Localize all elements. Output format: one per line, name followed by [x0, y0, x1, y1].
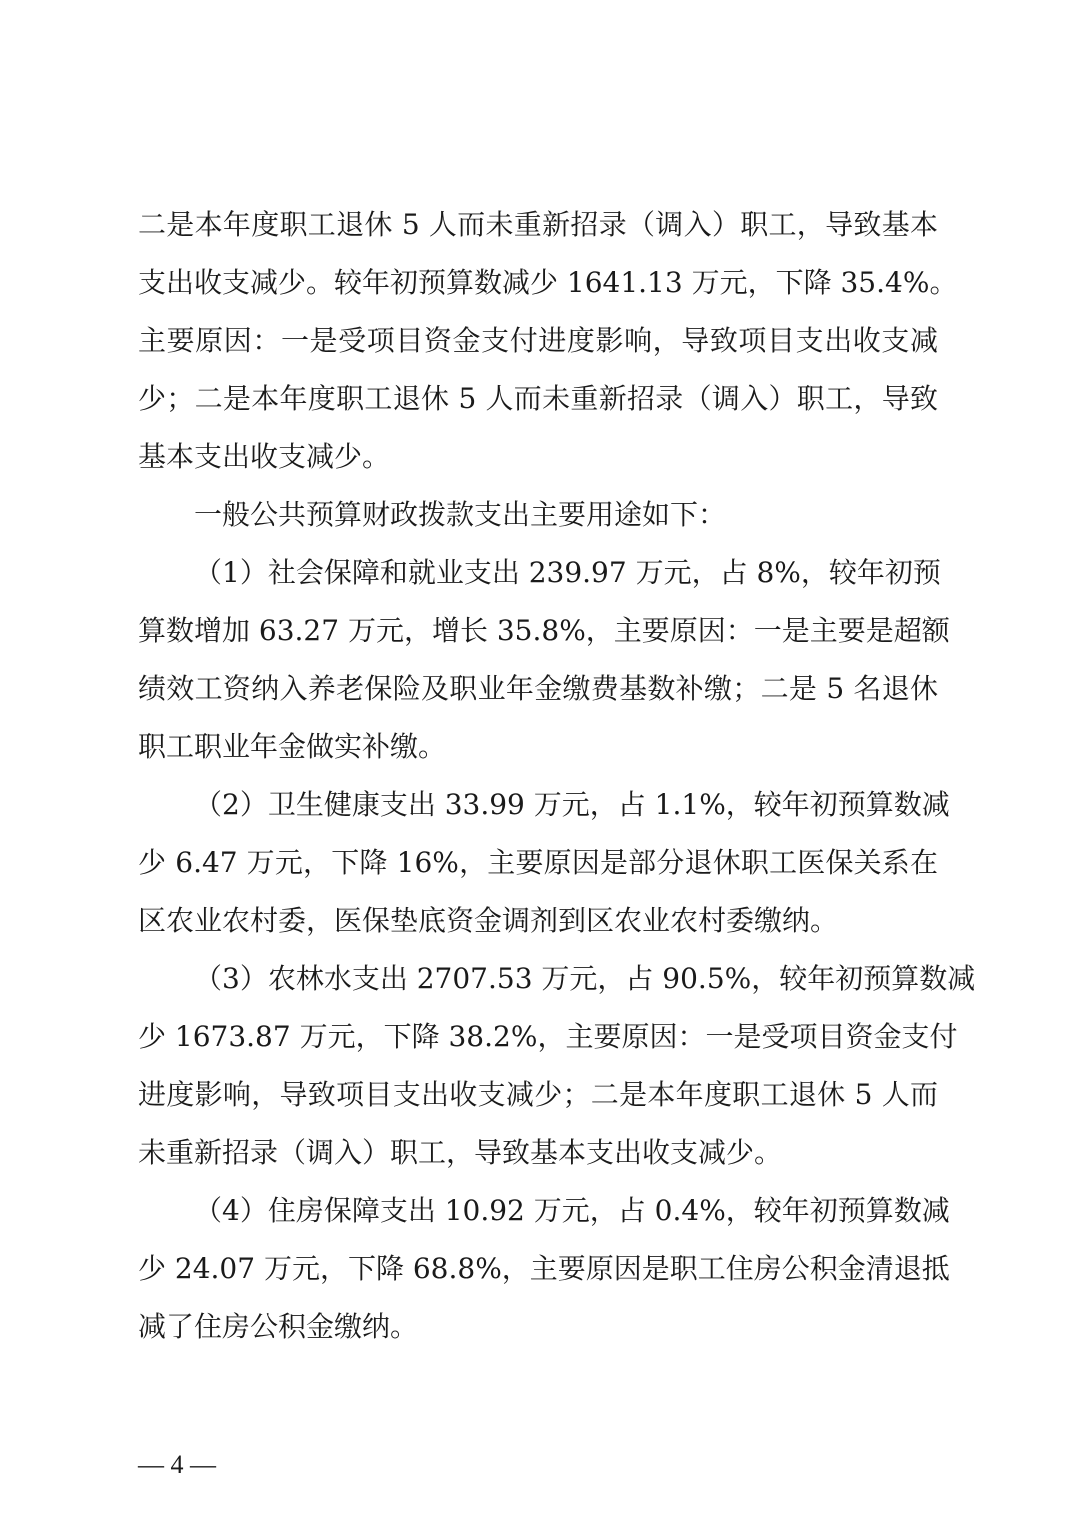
text-line: 少 1673.87 万元，下降 38.2%，主要原因：一是受项目资金支付 — [138, 1020, 958, 1053]
text-line: 一般公共预算财政拨款支出主要用途如下： — [194, 498, 727, 531]
text-line: 进度影响，导致项目支出收支减少；二是本年度职工退休 5 人而 — [138, 1078, 938, 1111]
text-line: 未重新招录（调入）职工，导致基本支出收支减少。 — [138, 1136, 783, 1169]
text-line: 算数增加 63.27 万元，增长 35.8%，主要原因：一是主要是超额 — [138, 614, 950, 647]
text-line: 基本支出收支减少。 — [138, 440, 391, 473]
text-line: 职工职业年金做实补缴。 — [138, 730, 447, 763]
text-line: 减了住房公积金缴纳。 — [138, 1310, 419, 1343]
text-line: 支出收支减少。较年初预算数减少 1641.13 万元，下降 35.4%。 — [138, 266, 958, 299]
text-line: 少 6.47 万元，下降 16%，主要原因是部分退休职工医保关系在 — [138, 846, 938, 879]
text-line: 少；二是本年度职工退休 5 人而未重新招录（调入）职工，导致 — [138, 382, 938, 415]
page-number: — 4 — — [138, 1450, 216, 1479]
text-line: （1）社会保障和就业支出 239.97 万元，占 8%，较年初预 — [194, 556, 941, 589]
text-line: 区农业农村委，医保垫底资金调剂到区农业农村委缴纳。 — [138, 904, 839, 937]
text-line: 二是本年度职工退休 5 人而未重新招录（调入）职工，导致基本 — [138, 208, 938, 241]
text-line: 主要原因：一是受项目资金支付进度影响，导致项目支出收支减 — [138, 324, 938, 357]
text-line: （3）农林水支出 2707.53 万元，占 90.5%，较年初预算数减 — [194, 962, 976, 995]
text-line: 少 24.07 万元，下降 68.8%，主要原因是职工住房公积金清退抵 — [138, 1252, 950, 1285]
text-line: 绩效工资纳入养老保险及职业年金缴费基数补缴；二是 5 名退休 — [138, 672, 938, 705]
text-line: （2）卫生健康支出 33.99 万元，占 1.1%，较年初预算数减 — [194, 788, 950, 821]
text-line: （4）住房保障支出 10.92 万元，占 0.4%，较年初预算数减 — [194, 1194, 950, 1227]
